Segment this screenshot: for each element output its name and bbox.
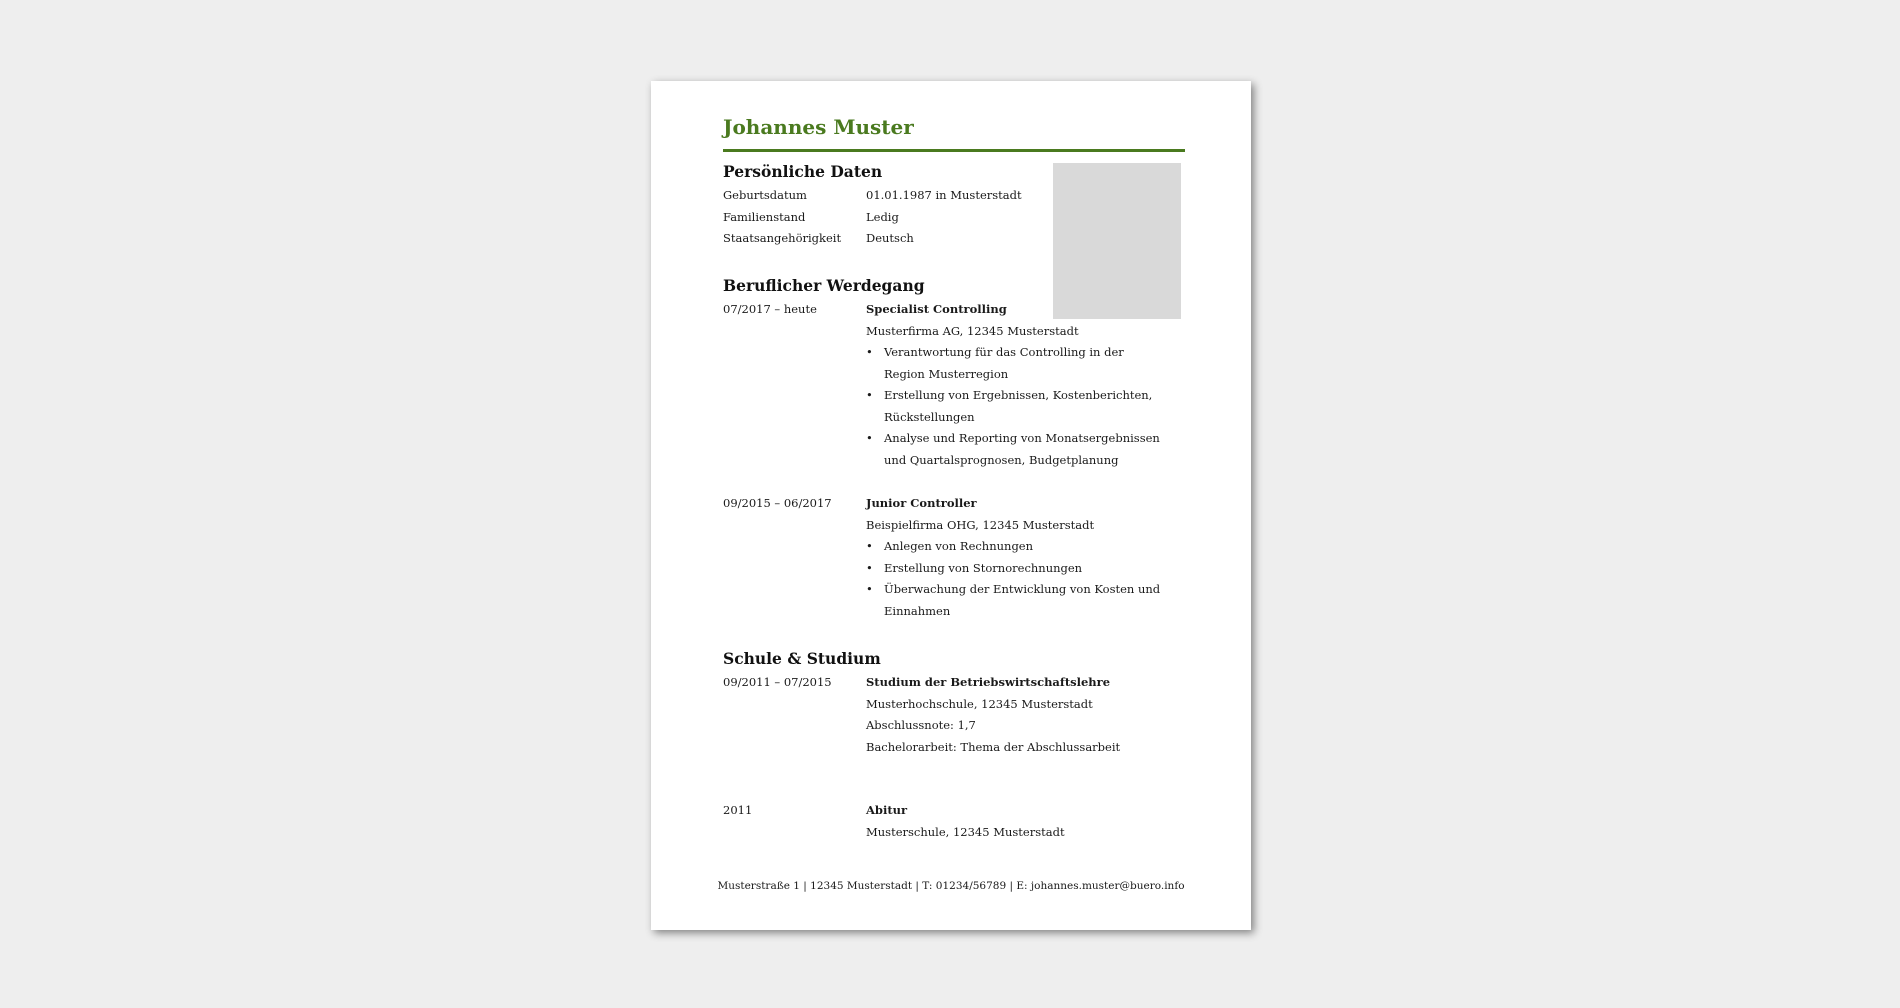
career-job-title: Junior Controller [866, 496, 977, 510]
education-title: Studium der Betriebswirtschaftslehre [866, 675, 1111, 689]
contact-footer: Musterstraße 1 | 12345 Musterstadt | T: 01234/56789 | E: johannes.muster@buero.info [717, 880, 1185, 892]
education-line: Musterschule, 12345 Musterstadt [866, 824, 1065, 839]
personal-value: 01.01.1987 in Musterstadt [866, 188, 1022, 202]
career-details [866, 493, 1166, 622]
personal-value: Deutsch [866, 231, 914, 245]
career-bullet: • Erstellung von Stornorechnungen [866, 558, 1166, 580]
education-details [866, 800, 1166, 843]
career-bullet: • Verantwortung für das Controlling in der Region Musterregion [866, 342, 1166, 385]
personal-value: Ledig [866, 209, 899, 224]
section-title-career: Beruflicher Werdegang [723, 276, 925, 295]
personal-label: Geburtsdatum [723, 188, 807, 202]
career-bullet-list [866, 536, 1166, 622]
cv-name: Johannes Muster [723, 115, 914, 139]
career-details [866, 299, 1166, 471]
career-employer: Musterfirma AG, 12345 Musterstadt [866, 323, 1079, 338]
career-period: 07/2017 – heute [723, 302, 817, 316]
education-title: Abitur [866, 803, 908, 817]
cv-page [651, 81, 1251, 930]
career-bullet: • Analyse und Reporting von Monatsergebnissen und Quartalsprognosen, Budgetplanung [866, 428, 1166, 471]
personal-label: Staatsangehörigkeit [723, 231, 842, 245]
education-details [866, 672, 1166, 758]
career-bullet: • Anlegen von Rechnungen [866, 536, 1166, 558]
personal-label: Familienstand [723, 209, 806, 224]
education-line: Abschlussnote: 1,7 [866, 718, 976, 732]
career-employer: Beispielfirma OHG, 12345 Musterstadt [866, 517, 1095, 532]
career-period: 09/2015 – 06/2017 [723, 496, 832, 510]
section-title-education: Schule & Studium [723, 649, 881, 668]
career-bullet: • Überwachung der Entwicklung von Kosten und Einnahmen [866, 579, 1166, 622]
name-divider [723, 149, 1185, 152]
education-period: 2011 [723, 803, 753, 817]
education-period: 09/2011 – 07/2015 [723, 675, 832, 689]
education-line: Musterhochschule, 12345 Musterstadt [866, 696, 1093, 711]
career-job-title: Specialist Controlling [866, 302, 1007, 316]
career-bullet-list [866, 342, 1166, 471]
education-line: Bachelorarbeit: Thema der Abschlussarbeit [866, 739, 1121, 754]
section-title-personal: Persönliche Daten [723, 162, 883, 181]
career-bullet: • Erstellung von Ergebnissen, Kostenberichten, Rückstellungen [866, 385, 1166, 428]
